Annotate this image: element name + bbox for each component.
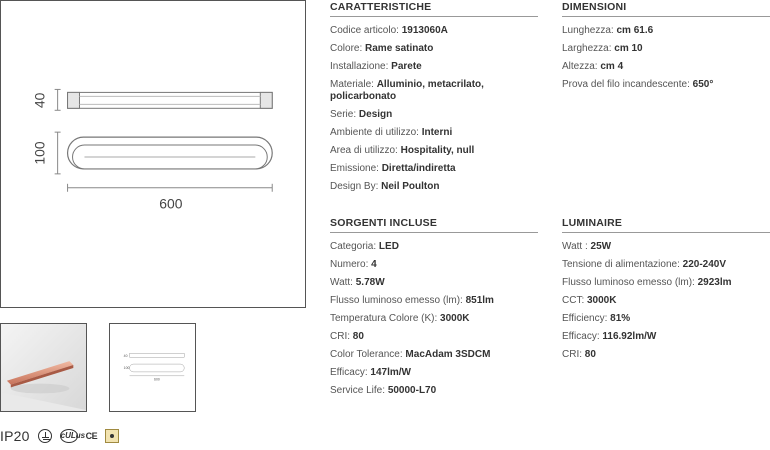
ul-certification-icon: cULus <box>60 429 78 443</box>
spec-row-serie: Serie: Design <box>330 109 393 120</box>
spec-row-lum-watt: Watt : 25W <box>562 241 612 252</box>
thumbnail-technical-drawing[interactable] <box>109 323 196 412</box>
spec-row-categoria: Categoria: LED <box>330 241 399 252</box>
spec-row-watt: Watt: 5.78W <box>330 277 385 288</box>
section-title-sorgenti: SORGENTI INCLUSE <box>330 217 538 233</box>
spec-row-installazione: Installazione: Parete <box>330 61 422 72</box>
section-caratteristiche <box>330 1 538 199</box>
spec-row-lum-flusso: Flusso luminoso emesso (lm): 2923lm <box>562 277 732 288</box>
spec-row-cct: CCT: 3000K <box>562 295 617 306</box>
spec-row-efficiency: Efficiency: 81% <box>562 313 631 324</box>
spec-row-prova-filo: Prova del filo incandescente: 650° <box>562 79 714 90</box>
section-title-dimensioni: DIMENSIONI <box>562 1 770 17</box>
ce-mark-icon: CE <box>85 431 98 441</box>
thumb-label-100: 100 <box>123 365 130 370</box>
spec-row-color-tolerance: Color Tolerance: MacAdam 3SDCM <box>330 349 491 360</box>
spec-row-lum-cri: CRI: 80 <box>562 349 596 360</box>
spec-row-altezza: Altezza: cm 4 <box>562 61 624 72</box>
spec-row-emissione: Emissione: Diretta/indiretta <box>330 163 456 174</box>
spec-row-cri: CRI: 80 <box>330 331 364 342</box>
ip-prefix: IP <box>0 428 14 444</box>
product-photo-image <box>1 324 86 411</box>
spec-row-lunghezza: Lunghezza: cm 61.6 <box>562 25 654 36</box>
spec-row-ambiente: Ambiente di utilizzo: Interni <box>330 127 453 138</box>
ip-rating <box>0 428 30 444</box>
spec-row-design-by: Design By: Neil Poulton <box>330 181 440 192</box>
dimension-label-600: 600 <box>159 195 183 212</box>
section-title-caratteristiche: CARATTERISTICHE <box>330 1 538 17</box>
thumb-label-40: 40 <box>123 354 128 359</box>
thumb-label-600: 600 <box>154 377 160 382</box>
spec-row-lum-efficacy: Efficacy: 116.92lm/W <box>562 331 657 342</box>
section-luminaire <box>562 217 770 367</box>
spec-row-tensione: Tensione di alimentazione: 220-240V <box>562 259 727 270</box>
ip-number: 20 <box>13 428 30 444</box>
spec-row-efficacy: Efficacy: 147lm/W <box>330 367 411 378</box>
certifications-row <box>0 425 119 447</box>
section-dimensioni <box>562 1 770 97</box>
section-title-luminaire: LUMINAIRE <box>562 217 770 233</box>
technical-drawing-main <box>0 0 306 308</box>
spec-row-colore: Colore: Rame satinato <box>330 43 434 54</box>
spec-row-codice: Codice articolo: 1913060A <box>330 25 448 36</box>
spec-row-larghezza: Larghezza: cm 10 <box>562 43 643 54</box>
technical-drawing-svg <box>1 1 305 307</box>
technical-drawing-thumb-svg <box>110 324 195 411</box>
spec-row-area: Area di utilizzo: Hospitality, null <box>330 145 475 156</box>
spec-row-service-life: Service Life: 50000-L70 <box>330 385 437 396</box>
spec-row-flusso: Flusso luminoso emesso (lm): 851lm <box>330 295 494 306</box>
spec-row-numero: Numero: 4 <box>330 259 377 270</box>
spec-row-temperatura: Temperatura Colore (K): 3000K <box>330 313 470 324</box>
led-source-icon <box>105 429 119 443</box>
dimension-label-40: 40 <box>31 92 48 109</box>
ground-symbol-icon <box>38 429 52 443</box>
spec-row-materiale: Materiale: Alluminio, metacrilato, policarbonato <box>330 79 484 102</box>
section-sorgenti-incluse <box>330 217 538 403</box>
thumbnail-product-photo[interactable] <box>0 323 87 412</box>
dimension-label-100: 100 <box>31 141 48 165</box>
